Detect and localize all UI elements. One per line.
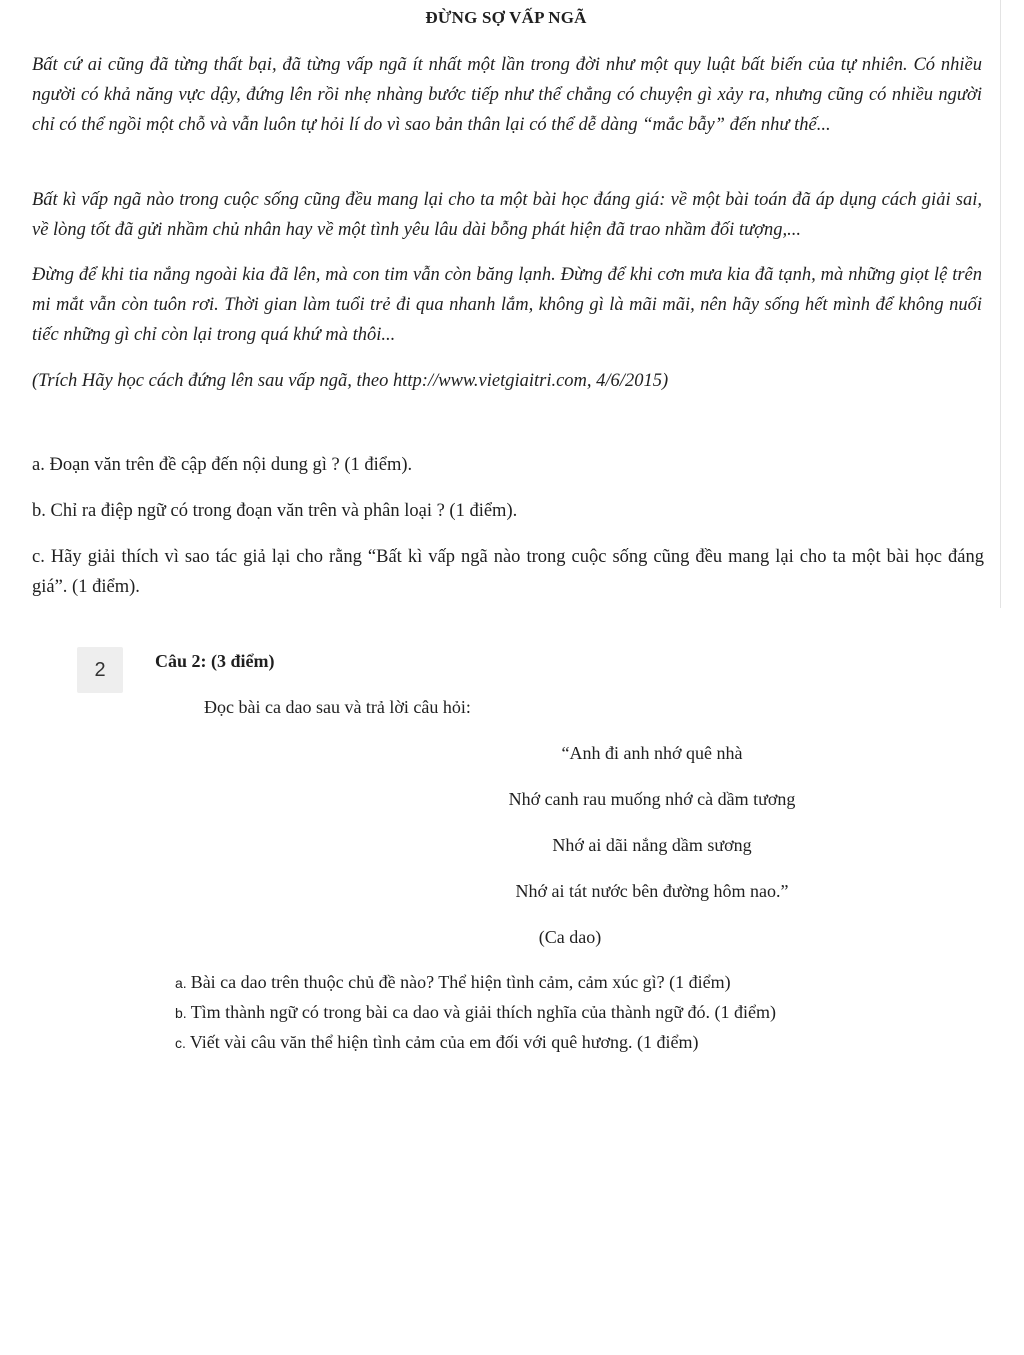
poem-line-1: “Anh đi anh nhớ quê nhà: [561, 743, 743, 763]
poem-line-4: Nhớ ai tát nước bên đường hôm nao.”: [515, 881, 789, 901]
question-2a-letter: a.: [175, 975, 187, 991]
question-1a: a. Đoạn văn trên đề cập đến nội dung gì ? (1 điểm).: [32, 455, 413, 475]
right-divider: [1000, 0, 1001, 608]
question-2-title: Câu 2: (3 điểm): [155, 651, 275, 671]
question-2b: [175, 1002, 776, 1023]
question-number-badge: 2: [77, 647, 123, 693]
question-1c: c. Hãy giải thích vì sao tác giả lại cho rằng “Bất kì vấp ngã nào trong cuộc sống cũng đều mang lại cho ta một bài học đáng giá”. (1 điểm).: [32, 547, 984, 597]
passage-paragraph-2: Bất kì vấp ngã nào trong cuộc sống cũng đều mang lại cho ta một bài học đáng giá: về một bài toán đã áp dụng cách giải sai, về lòng tốt đã gửi nhầm chủ nhân hay về một tình yêu lâu dài bỗng phát hiện đã trao nhầm đối tượng,...: [32, 190, 982, 240]
poem-line-2: Nhớ canh rau muống nhớ cà dầm tương: [508, 789, 796, 809]
question-2c-letter: c.: [175, 1035, 186, 1051]
question-2c-text: Viết vài câu văn thể hiện tình cảm của em đối với quê hương. (1 điểm): [189, 1032, 699, 1052]
passage-paragraph-3: Đừng để khi tia nắng ngoài kia đã lên, mà con tim vẫn còn băng lạnh. Đừng để khi cơn mưa kia đã tạnh, mà những giọt lệ trên mi mắt vẫn còn tuôn rơi. Thời gian làm tuổi trẻ đi qua nhanh lắm, không gì là mãi mãi, nên hãy sống hết mình để không nuối tiếc những gì chỉ còn lại trong quá khứ mà thôi...: [32, 265, 982, 345]
question-2-instruction: Đọc bài ca dao sau và trả lời câu hỏi:: [204, 697, 471, 717]
passage-citation: (Trích Hãy học cách đứng lên sau vấp ngã, theo http://www.vietgiaitri.com, 4/6/2015): [32, 371, 669, 391]
passage-paragraph-1: Bất cứ ai cũng đã từng thất bại, đã từng vấp ngã ít nhất một lần trong đời như một quy luật bất biến của tự nhiên. Có nhiều người có khả năng vực dậy, đứng lên rồi nhẹ nhàng bước tiếp như thể chẳng có chuyện gì xảy ra, nhưng cũng có nhiều người chỉ có thể ngồi một chỗ và vẫn luôn tự hỏi lí do vì sao bản thân lại có thể dễ dàng “mắc bẫy” đến như thế...: [32, 55, 982, 135]
question-2a: [175, 972, 731, 993]
question-2b-letter: b.: [175, 1005, 187, 1021]
question-2a-text: Bài ca dao trên thuộc chủ đề nào? Thể hiện tình cảm, cảm xúc gì? (1 điểm): [190, 972, 731, 992]
poem-source: (Ca dao): [538, 927, 602, 947]
poem-line-3: Nhớ ai dãi nắng dầm sương: [552, 835, 752, 855]
passage-title: ĐỪNG SỢ VẤP NGÃ: [425, 8, 587, 27]
question-2b-text: Tìm thành ngữ có trong bài ca dao và giải thích nghĩa của thành ngữ đó. (1 điểm): [190, 1002, 777, 1022]
question-1b: b. Chỉ ra điệp ngữ có trong đoạn văn trên và phân loại ? (1 điểm).: [32, 501, 518, 521]
question-2c: [175, 1032, 698, 1053]
